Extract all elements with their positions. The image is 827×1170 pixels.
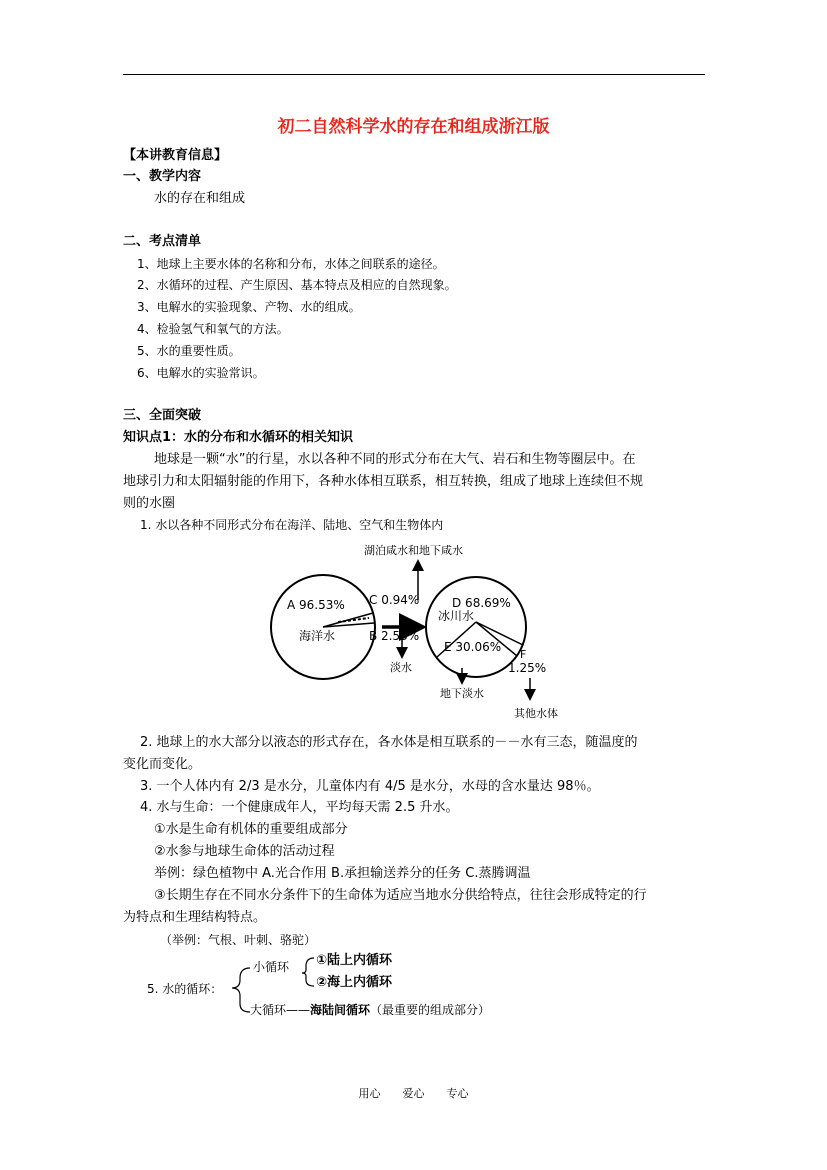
label-e: E 30.06% [444, 640, 502, 654]
page-footer: 用心 爱心 专心 [358, 1087, 469, 1100]
cycle-label: 5. 水的循环： [147, 982, 223, 996]
label-a: A 96.53% [287, 598, 345, 612]
label-f-value: 1.25% [508, 661, 547, 675]
section-info: 【本讲教育信息】 [123, 148, 228, 163]
label-fresh: 淡水 [390, 661, 412, 674]
label-groundwater: 地下淡水 [440, 687, 484, 700]
item-4-sub-2: ②水参与地球生命体的活动过程 [154, 844, 335, 859]
paragraph-line: 地球是一颗“水”的行星，水以各种不同的形式分布在大气、岩石和生物等圈层中。在 [154, 452, 636, 467]
land-cycle-label: ①陆上内循环 [316, 953, 393, 968]
big-cycle-name: 海陆间循环 [310, 1003, 371, 1017]
paragraph-line: 则的水圈 [123, 496, 176, 511]
item-4-example: 举例：绿色植物中 A.光合作用 B.承担输送养分的任务 C.蒸腾调温 [154, 866, 531, 881]
list-item-2-line: 变化而变化。 [123, 757, 202, 772]
label-saltwater: 湖泊咸水和地下咸水 [364, 544, 463, 557]
cycle-brace [232, 968, 250, 1012]
section-3-heading: 三、全面突破 [123, 408, 202, 423]
label-ocean: 海洋水 [299, 629, 336, 643]
list-item-2-line: 2. 地球上的水大部分以液态的形式存在，各水体是相互联系的－－水有三态，随温度的 [140, 735, 638, 750]
checklist-item: 3、电解水的实验现象、产物、水的组成。 [137, 300, 361, 314]
list-item-3: 3. 一个人体内有 2/3 是水分，儿童体内有 4/5 是水分，水母的含水量达 98％。 [140, 779, 600, 794]
sea-cycle-label: ②海上内循环 [316, 975, 393, 990]
big-cycle-line [250, 1000, 490, 1020]
label-c: C 0.94% [369, 593, 420, 607]
item-4-sub-3-line: 为特点和生理结构特点。 [123, 910, 267, 925]
page-title: 初二自然科学水的存在和组成浙江版 [277, 117, 550, 137]
item-4-sub-3-line: ③长期生存在不同水分条件下的生命体为适应当地水分供给特点，往往会形成特定的行 [154, 888, 647, 903]
label-b: B 2.53% [369, 629, 420, 643]
checklist-item: 6、电解水的实验常识。 [137, 366, 265, 380]
list-item-1: 1. 水以各种不同形式分布在海洋、陆地、空气和生物体内 [140, 518, 444, 532]
small-cycle-label: 小循环 [253, 960, 290, 974]
label-f: F [520, 648, 527, 661]
knowledge-point-1-heading: 知识点1：水的分布和水循环的相关知识 [123, 430, 354, 445]
section-2-heading: 二、考点清单 [123, 234, 202, 249]
list-item-4: 4. 水与生命：一个健康成年人，平均每天需 2.5 升水。 [140, 800, 459, 815]
checklist-item: 5、水的重要性质。 [137, 344, 241, 358]
checklist-item: 2、水循环的过程、产生原因、基本特点及相应的自然现象。 [137, 278, 457, 292]
item-4-examples: （举例：气根、叶刺、骆驼） [160, 933, 317, 947]
big-cycle-note: （最重要的组成部分） [370, 1003, 491, 1017]
checklist-item: 1、地球上主要水体的名称和分布，水体之间联系的途径。 [137, 257, 445, 271]
checklist-item: 4、检验氢气和氧气的方法。 [137, 322, 289, 336]
label-glacier: 冰川水 [438, 609, 475, 623]
big-cycle-prefix: 大循环—— [250, 1003, 311, 1017]
label-other: 其他水体 [514, 707, 558, 720]
paragraph-line: 地球引力和太阳辐射能的作用下，各种水体相互联系，相互转换，组成了地球上连续但不规 [123, 474, 644, 489]
section-1-heading: 一、教学内容 [123, 169, 202, 184]
small-cycle-brace [302, 958, 314, 986]
section-1-content: 水的存在和组成 [154, 191, 246, 206]
item-4-sub-1: ①水是生命有机体的重要组成部分 [154, 822, 348, 837]
label-d: D 68.69% [452, 596, 511, 610]
